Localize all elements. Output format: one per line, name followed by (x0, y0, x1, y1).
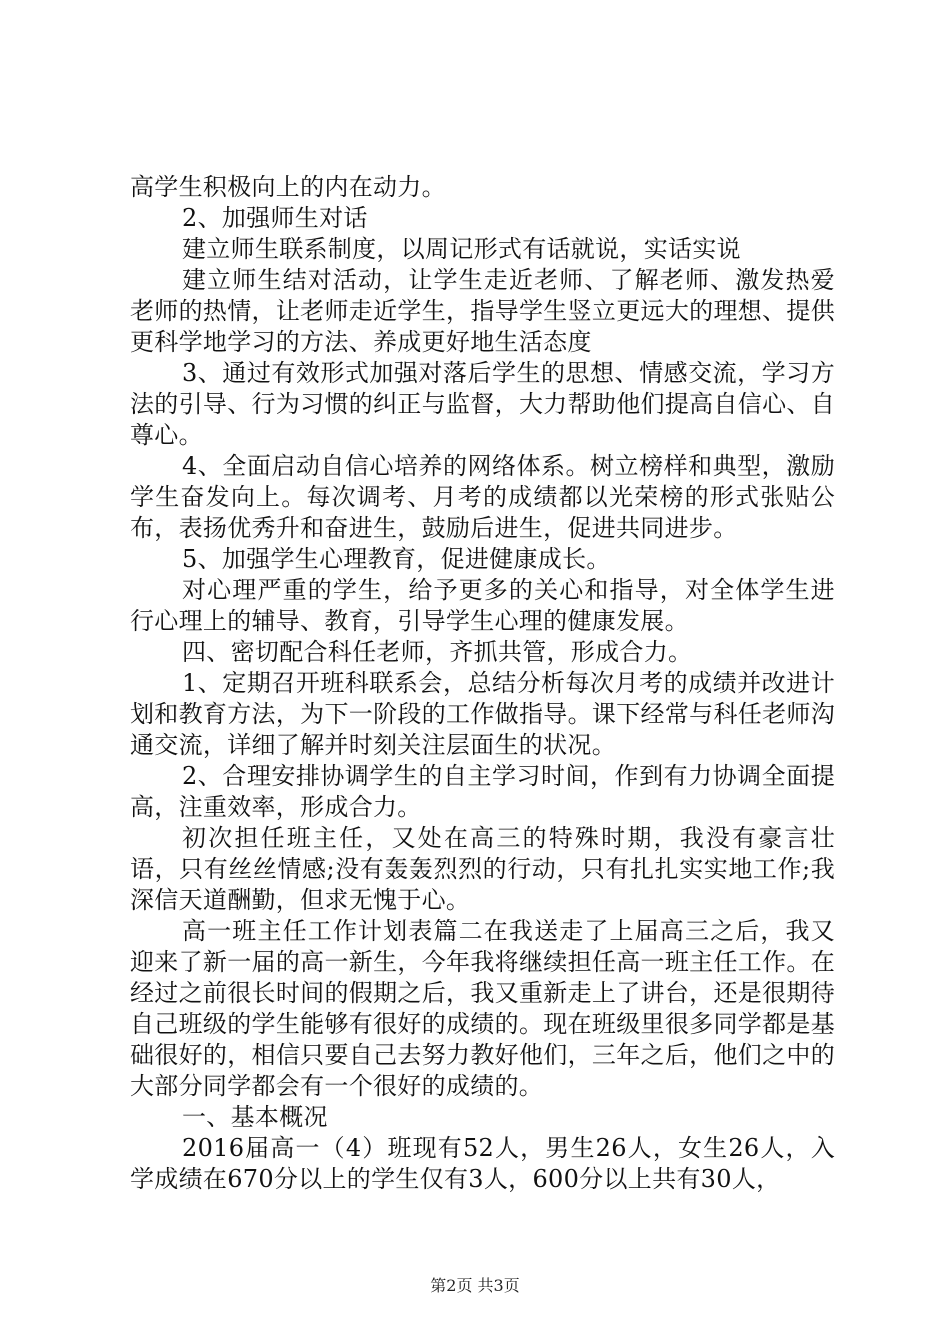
paragraph-12: 初次担任班主任，又处在高三的特殊时期，我没有豪言壮语，只有丝丝情感;没有轰轰烈烈的行动，只有扎扎实实地工作;我深信天道酬勤，但求无愧于心。 (130, 824, 835, 914)
paragraph-3: 建立师生联系制度，以周记形式有话就说，实话实说 (182, 235, 741, 263)
paragraph-1: 高学生积极向上的内在动力。 (130, 173, 446, 201)
paragraph-10: 1、定期召开班科联系会，总结分析每次月考的成绩并改进计划和教育方法，为下一阶段的工作做指导。课下经常与科任老师沟通交流，详细了解并时刻关注层面生的状况。 (130, 669, 835, 759)
paragraph-8: 对心理严重的学生，给予更多的关心和指导，对全体学生进行心理上的辅导、教育，引导学生心理的健康发展。 (130, 576, 835, 635)
paragraph-6: 4、全面启动自信心培养的网络体系。树立榜样和典型，激励学生奋发向上。每次调考、月考的成绩都以光荣榜的形式张贴公布，表扬优秀升和奋进生，鼓励后进生，促进共同进步。 (130, 452, 835, 542)
paragraph-14: 一、基本概况 (182, 1103, 328, 1131)
paragraph-15: 2016届高一（4）班现有52人，男生26人，女生26人，入学成绩在670分以上的学生仅有3人，600分以上共有30人， (130, 1134, 835, 1193)
paragraph-7: 5、加强学生心理教育，促进健康成长。 (182, 545, 611, 573)
paragraph-5: 3、通过有效形式加强对落后学生的思想、情感交流，学习方法的引导、行为习惯的纠正与监督，大力帮助他们提高自信心、自尊心。 (130, 359, 835, 449)
page-footer: 第2页 共3页 (430, 1276, 520, 1295)
document-body (130, 172, 835, 1195)
paragraph-13: 高一班主任工作计划表篇二在我送走了上届高三之后，我又迎来了新一届的高一新生，今年我将继续担任高一班主任工作。在经过之前很长时间的假期之后，我又重新走上了讲台，还是很期待自己班级的学生能够有很好的成绩的。现在班级里很多同学都是基础很好的，相信只要自己去努力教好他们，三年之后，他们之中的大部分同学都会有一个很好的成绩的。 (130, 917, 835, 1100)
paragraph-9: 四、密切配合科任老师，齐抓共管，形成合力。 (182, 638, 693, 666)
paragraph-11: 2、合理安排协调学生的自主学习时间，作到有力协调全面提高，注重效率，形成合力。 (130, 762, 835, 821)
paragraph-4: 建立师生结对活动，让学生走近老师、了解老师、激发热爱老师的热情，让老师走近学生，指导学生竖立更远大的理想、提供更科学地学习的方法、养成更好地生活态度 (130, 266, 835, 356)
paragraph-2: 2、加强师生对话 (182, 204, 368, 232)
